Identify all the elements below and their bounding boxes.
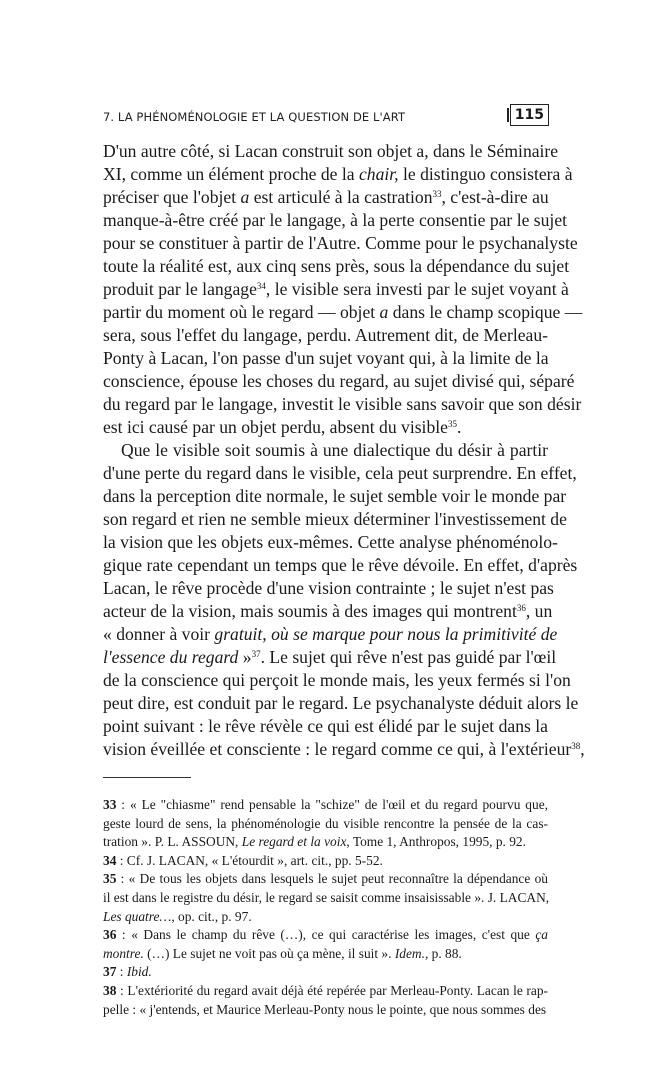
- text-run: peut dire, est conduit par le regard. Le psychanalyste déduit alors le: [103, 693, 579, 713]
- text-run: tration ». P. L. ASSOUN,: [103, 834, 242, 850]
- footnote-number: 38: [103, 982, 117, 998]
- text-run: ça: [535, 927, 548, 943]
- text-run: produit par le langage: [103, 279, 257, 299]
- text-run: Ibid.: [126, 964, 152, 980]
- running-header: [103, 104, 549, 128]
- body-line: [103, 301, 583, 324]
- text-run: a: [416, 141, 425, 161]
- text-run: acteur de la vision, mais soumis à des images qui montrent: [103, 601, 517, 621]
- body-line: [103, 715, 548, 738]
- text-run: « donner à voir: [103, 624, 215, 644]
- text-run: Idem.: [394, 945, 425, 961]
- body-line: [103, 416, 548, 439]
- footnote-ref: 34: [256, 281, 266, 291]
- text-run: Lacan, le rêve procède d'une vision contrainte ; le sujet n'est pas: [103, 578, 554, 598]
- text-run: Ponty à Lacan, l'on passe d'un sujet voyant qui, à la limite de la: [103, 348, 549, 368]
- text-run: , c'est-à-dire au: [441, 187, 549, 207]
- body-line: [103, 485, 567, 508]
- text-run: gratuit, où se marque pour nous la primitivité de: [214, 624, 558, 644]
- text-run: d'une perte du regard dans le visible, cela peut surprendre. En effet,: [103, 463, 577, 483]
- body-line: [103, 531, 558, 554]
- body-line: [103, 646, 557, 669]
- text-run: est articulé à la castration: [249, 187, 433, 207]
- text-run: montre.: [103, 945, 144, 961]
- text-run: dans la perception dite normale, le sujet semble voir le monde par: [103, 486, 567, 506]
- text-run: dans le champ scopique —: [388, 302, 583, 322]
- body-line: [103, 209, 568, 232]
- body-line: [103, 577, 554, 600]
- text-run: , un: [525, 601, 553, 621]
- body-line: [103, 140, 559, 163]
- text-run: toute la réalité est, aux cinq sens près, sous la dépendance du sujet: [103, 256, 570, 276]
- body-line: [103, 623, 558, 646]
- footnote-line: [103, 889, 548, 908]
- text-run: est ici causé par un objet perdu, absent du visible: [103, 417, 448, 437]
- body-line: [103, 324, 548, 347]
- body-line: [103, 255, 570, 278]
- body-line: [103, 370, 575, 393]
- text-run: : Cf. J. LACAN, « L'étourdit », art. cit., pp. 5-52.: [116, 852, 383, 868]
- text-run: :: [116, 964, 127, 980]
- body-line: [103, 186, 548, 209]
- text-run: chair,: [359, 164, 399, 184]
- text-run: manque-à-être créé par le langage, à la perte consentie par le sujet: [103, 210, 568, 230]
- text-run: de la conscience qui perçoit le monde mais, les yeux fermés si l'on: [103, 670, 571, 690]
- text-run: préciser que l'objet: [103, 187, 241, 207]
- footnote-ref: 33: [432, 189, 442, 199]
- text-run: ,: [580, 739, 585, 759]
- footnote-line: [103, 926, 548, 945]
- footnote-ref: 35: [447, 419, 457, 429]
- body-line: [103, 163, 573, 186]
- footnote-ref: 37: [251, 649, 261, 659]
- text-run: du regard par le langage, investit le visible sans savoir que son désir: [103, 394, 582, 414]
- text-run: : « Dans le champ du rêve (…), ce qui caractérise les images, c'est que: [116, 927, 536, 943]
- page-number: 115: [510, 104, 549, 126]
- footnote-separator: [103, 777, 191, 778]
- text-run: gique rate cependant un temps que le rêve dévoile. En effet, d'après: [103, 555, 578, 575]
- footnote-line: [103, 833, 548, 852]
- footnote-line: [103, 1001, 548, 1020]
- text-run: .: [456, 417, 462, 437]
- text-run: point suivant : le rêve révèle ce qui est élidé par le sujet dans la: [103, 716, 548, 736]
- text-run: partir du moment où le regard — objet: [103, 302, 380, 322]
- text-run: : « De tous les objets dans lesquels le sujet peut reconnaître la dépendance où: [116, 871, 548, 887]
- footnote-ref: 38: [571, 741, 581, 751]
- footnote-number: 36: [103, 927, 117, 943]
- text-run: Le regard et la voix: [241, 834, 347, 850]
- text-run: a: [379, 302, 389, 322]
- text-run: XI, comme un élément proche de la: [103, 164, 359, 184]
- text-run: D'un autre côté, si Lacan construit son objet: [103, 141, 417, 161]
- body-line: [103, 554, 578, 577]
- body-line: [103, 692, 579, 715]
- footnote-line: [103, 852, 548, 871]
- footnote-number: 35: [103, 871, 117, 887]
- body-line: [103, 347, 548, 370]
- footnote-line: [103, 908, 548, 927]
- text-run: a: [240, 187, 250, 207]
- text-run: il est dans le registre du désir, le regard se saisit comme insaisissable ». J. LACAN,: [103, 889, 550, 905]
- body-text: [103, 140, 585, 761]
- body-line: [103, 462, 577, 485]
- text-run: son regard et rien ne semble mieux déterminer l'investissement de: [103, 509, 567, 529]
- text-run: »: [238, 647, 252, 667]
- body-line: [103, 278, 569, 301]
- text-run: , op. cit., p. 97.: [171, 908, 252, 924]
- footnote-line: [103, 796, 548, 815]
- text-run: la vision que les objets eux-mêmes. Cette analyse phénoménolo-: [103, 532, 558, 552]
- text-run: sera, sous l'effet du langage, perdu. Autrement dit, de Merleau-: [103, 325, 548, 345]
- text-run: , dans le Séminaire: [424, 141, 559, 161]
- text-run: geste lourd de sens, la phénoménologie du visible rencontre la pensée de la cas-: [103, 815, 548, 831]
- body-line: [103, 600, 553, 623]
- text-run: : « Le "chiasme" rend pensable la "schize" de l'œil et du regard pourvu que,: [116, 797, 548, 812]
- text-run: (…) Le sujet ne voit pas où ça mène, il suit ».: [143, 945, 395, 961]
- footnote-line: [103, 870, 548, 889]
- footnotes: [103, 796, 548, 1019]
- footnote-number: 37: [103, 964, 117, 980]
- footnote-line: [103, 945, 548, 964]
- text-run: conscience, épouse les choses du regard, au sujet divisé qui, séparé: [103, 371, 575, 391]
- body-line: [103, 508, 567, 531]
- text-run: . Le sujet qui rêve n'est pas guidé par l'œil: [260, 647, 557, 667]
- footnote-line: [103, 982, 548, 1001]
- text-run: , Tome 1, Anthropos, 1995, p. 92.: [346, 834, 526, 850]
- footnote-number: 33: [103, 797, 117, 812]
- text-run: Les quatre…: [103, 908, 172, 924]
- body-line: [103, 669, 571, 692]
- text-run: , le visible sera investi par le sujet voyant à: [265, 279, 569, 299]
- text-run: : L'extériorité du regard avait déjà été repérée par Merleau-Ponty. Lacan le rap-: [116, 982, 548, 998]
- footnote-line: [103, 963, 548, 982]
- body-line: [103, 232, 578, 255]
- text-run: le distinguo consistera à: [398, 164, 573, 184]
- body-line: [103, 439, 548, 462]
- body-line: [103, 738, 585, 761]
- body-line: [103, 393, 582, 416]
- text-run: l'essence du regard: [103, 647, 239, 667]
- text-run: pour se constituer à partir de l'Autre. Comme pour le psychanalyste: [103, 233, 578, 253]
- footnote-number: 34: [103, 852, 117, 868]
- footnote-ref: 36: [516, 603, 526, 613]
- footnote-line: [103, 815, 548, 834]
- running-title: 7. LA PHÉNOMÉNOLOGIE ET LA QUESTION DE L'ART: [103, 110, 406, 124]
- text-run: vision éveillée et consciente : le regard comme ce qui, à l'extérieur: [103, 739, 572, 759]
- text-run: pelle : « j'entends, et Maurice Merleau-Ponty nous le pointe, que nous sommes des: [103, 1001, 547, 1017]
- text-run: Que le visible soit soumis à une dialectique du désir à partir: [121, 440, 548, 460]
- text-run: , p. 88.: [424, 945, 462, 961]
